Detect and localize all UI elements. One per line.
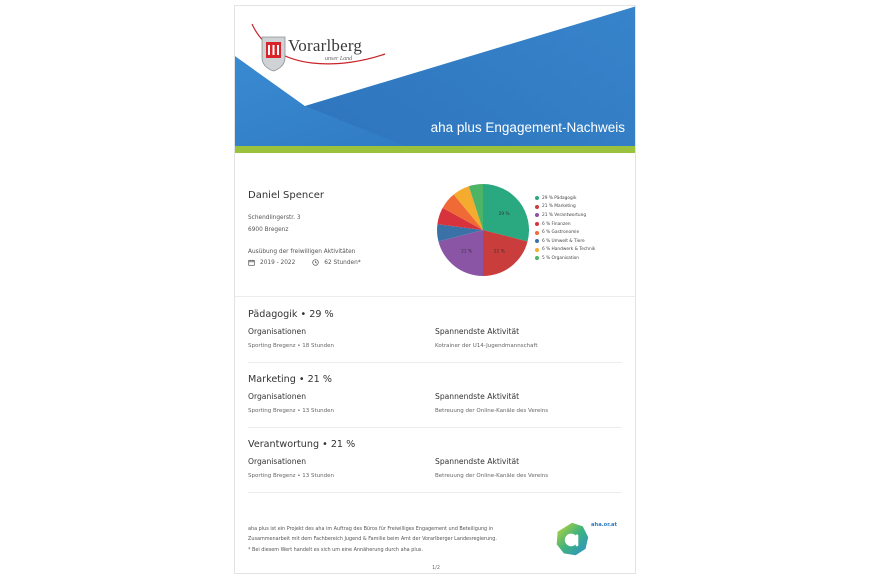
legend-swatch <box>535 239 539 243</box>
legend-item <box>535 246 595 255</box>
calendar-icon <box>248 259 255 266</box>
pie-data-label: 29 % <box>498 212 510 218</box>
organisations-value: Sporting Bregenz • 18 Stunden <box>248 343 335 349</box>
aha-logo-icon <box>554 521 590 557</box>
legend-label: 29 % Pädagogik <box>542 195 577 201</box>
legend-item <box>535 237 595 246</box>
category-title: Verantwortung • 21 % <box>248 439 356 450</box>
activity-value: Betreuung der Online-Kanäle des Vereins <box>435 408 549 414</box>
activity-heading: Spannendste Aktivität <box>435 392 520 401</box>
period-value: 2019 - 2022 <box>260 259 296 266</box>
legend-swatch <box>535 231 539 235</box>
footer-line: aha plus ist ein Projekt des aha im Auftrag des Büros für Freiwilliges Engagement und Beteiligung in <box>248 526 494 532</box>
legend-label: 6 % Finanzen <box>542 221 571 227</box>
organisations-heading: Organisationen <box>248 327 307 336</box>
legend-label: 21 % Marketing <box>542 204 576 210</box>
category-divider <box>248 427 622 428</box>
legend-label: 6 % Handwerk & Technik <box>542 247 596 253</box>
legend-swatch <box>535 248 539 252</box>
organisations-value: Sporting Bregenz • 13 Stunden <box>248 473 335 479</box>
legend-item <box>535 211 595 220</box>
pie-data-label: 21 % <box>461 249 473 255</box>
legend-swatch <box>535 256 539 260</box>
address-street: Schendlingerstr. 3 <box>248 215 301 221</box>
legend-swatch <box>535 196 539 200</box>
legend-label: 6 % Umwelt & Tiere <box>542 238 585 244</box>
organisations-heading: Organisationen <box>248 392 307 401</box>
category-block-verantwortung <box>248 439 622 479</box>
legend-label: 21 % Verantwortung <box>542 212 587 218</box>
organisations-value: Sporting Bregenz • 13 Stunden <box>248 408 335 414</box>
category-title: Marketing • 21 % <box>248 374 332 385</box>
footer-note <box>248 524 543 555</box>
accent-bar <box>235 146 636 153</box>
brand-tagline: unser Land <box>325 56 353 62</box>
footer-line: * Bei diesem Wert handelt es sich um eine Annäherung durch aha plus. <box>248 546 423 553</box>
legend-swatch <box>535 205 539 209</box>
header-banner <box>235 6 636 154</box>
activity-heading: Spannendste Aktivität <box>435 327 520 336</box>
person-name: Daniel Spencer <box>248 190 325 201</box>
category-block-marketing <box>248 374 622 414</box>
document-title: aha plus Engagement-Nachweis <box>430 120 625 135</box>
period-hours-row <box>248 259 361 266</box>
page-number: 1/2 <box>432 565 440 571</box>
activity-heading: Spannendste Aktivität <box>435 457 520 466</box>
pie-chart <box>435 182 531 278</box>
period-label: Ausübung der freiwilligen Aktivitäten <box>248 249 356 255</box>
activity-value: Betreuung der Online-Kanäle des Vereins <box>435 473 549 479</box>
coat-of-arms-icon <box>262 37 285 71</box>
chart-legend <box>535 194 595 263</box>
legend-label: 6 % Gastronomie <box>542 230 580 236</box>
category-title: Pädagogik • 29 % <box>248 309 334 320</box>
footer-line: Zusammenarbeit mit dem Fachbereich Jugend & Familie beim Amt der Vorarlberger Landesregierung. <box>248 536 497 543</box>
legend-swatch <box>535 222 539 226</box>
legend-item <box>535 220 595 229</box>
pie-chart-svg <box>435 182 531 278</box>
legend-item <box>535 228 595 237</box>
document-page <box>234 5 636 574</box>
legend-label: 5 % Organisation <box>542 255 580 261</box>
category-block-paedagogik <box>248 309 622 349</box>
legend-item <box>535 203 595 212</box>
address-city: 6900 Bregenz <box>248 227 289 233</box>
brand-wordmark: Vorarlberg <box>288 36 363 55</box>
category-divider <box>248 492 622 493</box>
activity-value: Kotrainer der U14-Jugendmannschaft <box>435 343 538 349</box>
pie-data-label: 21 % <box>493 249 505 255</box>
legend-swatch <box>535 213 539 217</box>
legend-item <box>535 254 595 263</box>
clock-icon <box>312 259 319 266</box>
aha-website-link[interactable]: aha.or.at <box>591 522 617 528</box>
legend-item <box>535 194 595 203</box>
hours-value: 62 Stunden* <box>324 259 361 266</box>
organisations-heading: Organisationen <box>248 457 307 466</box>
section-divider <box>235 296 636 297</box>
category-divider <box>248 362 622 363</box>
